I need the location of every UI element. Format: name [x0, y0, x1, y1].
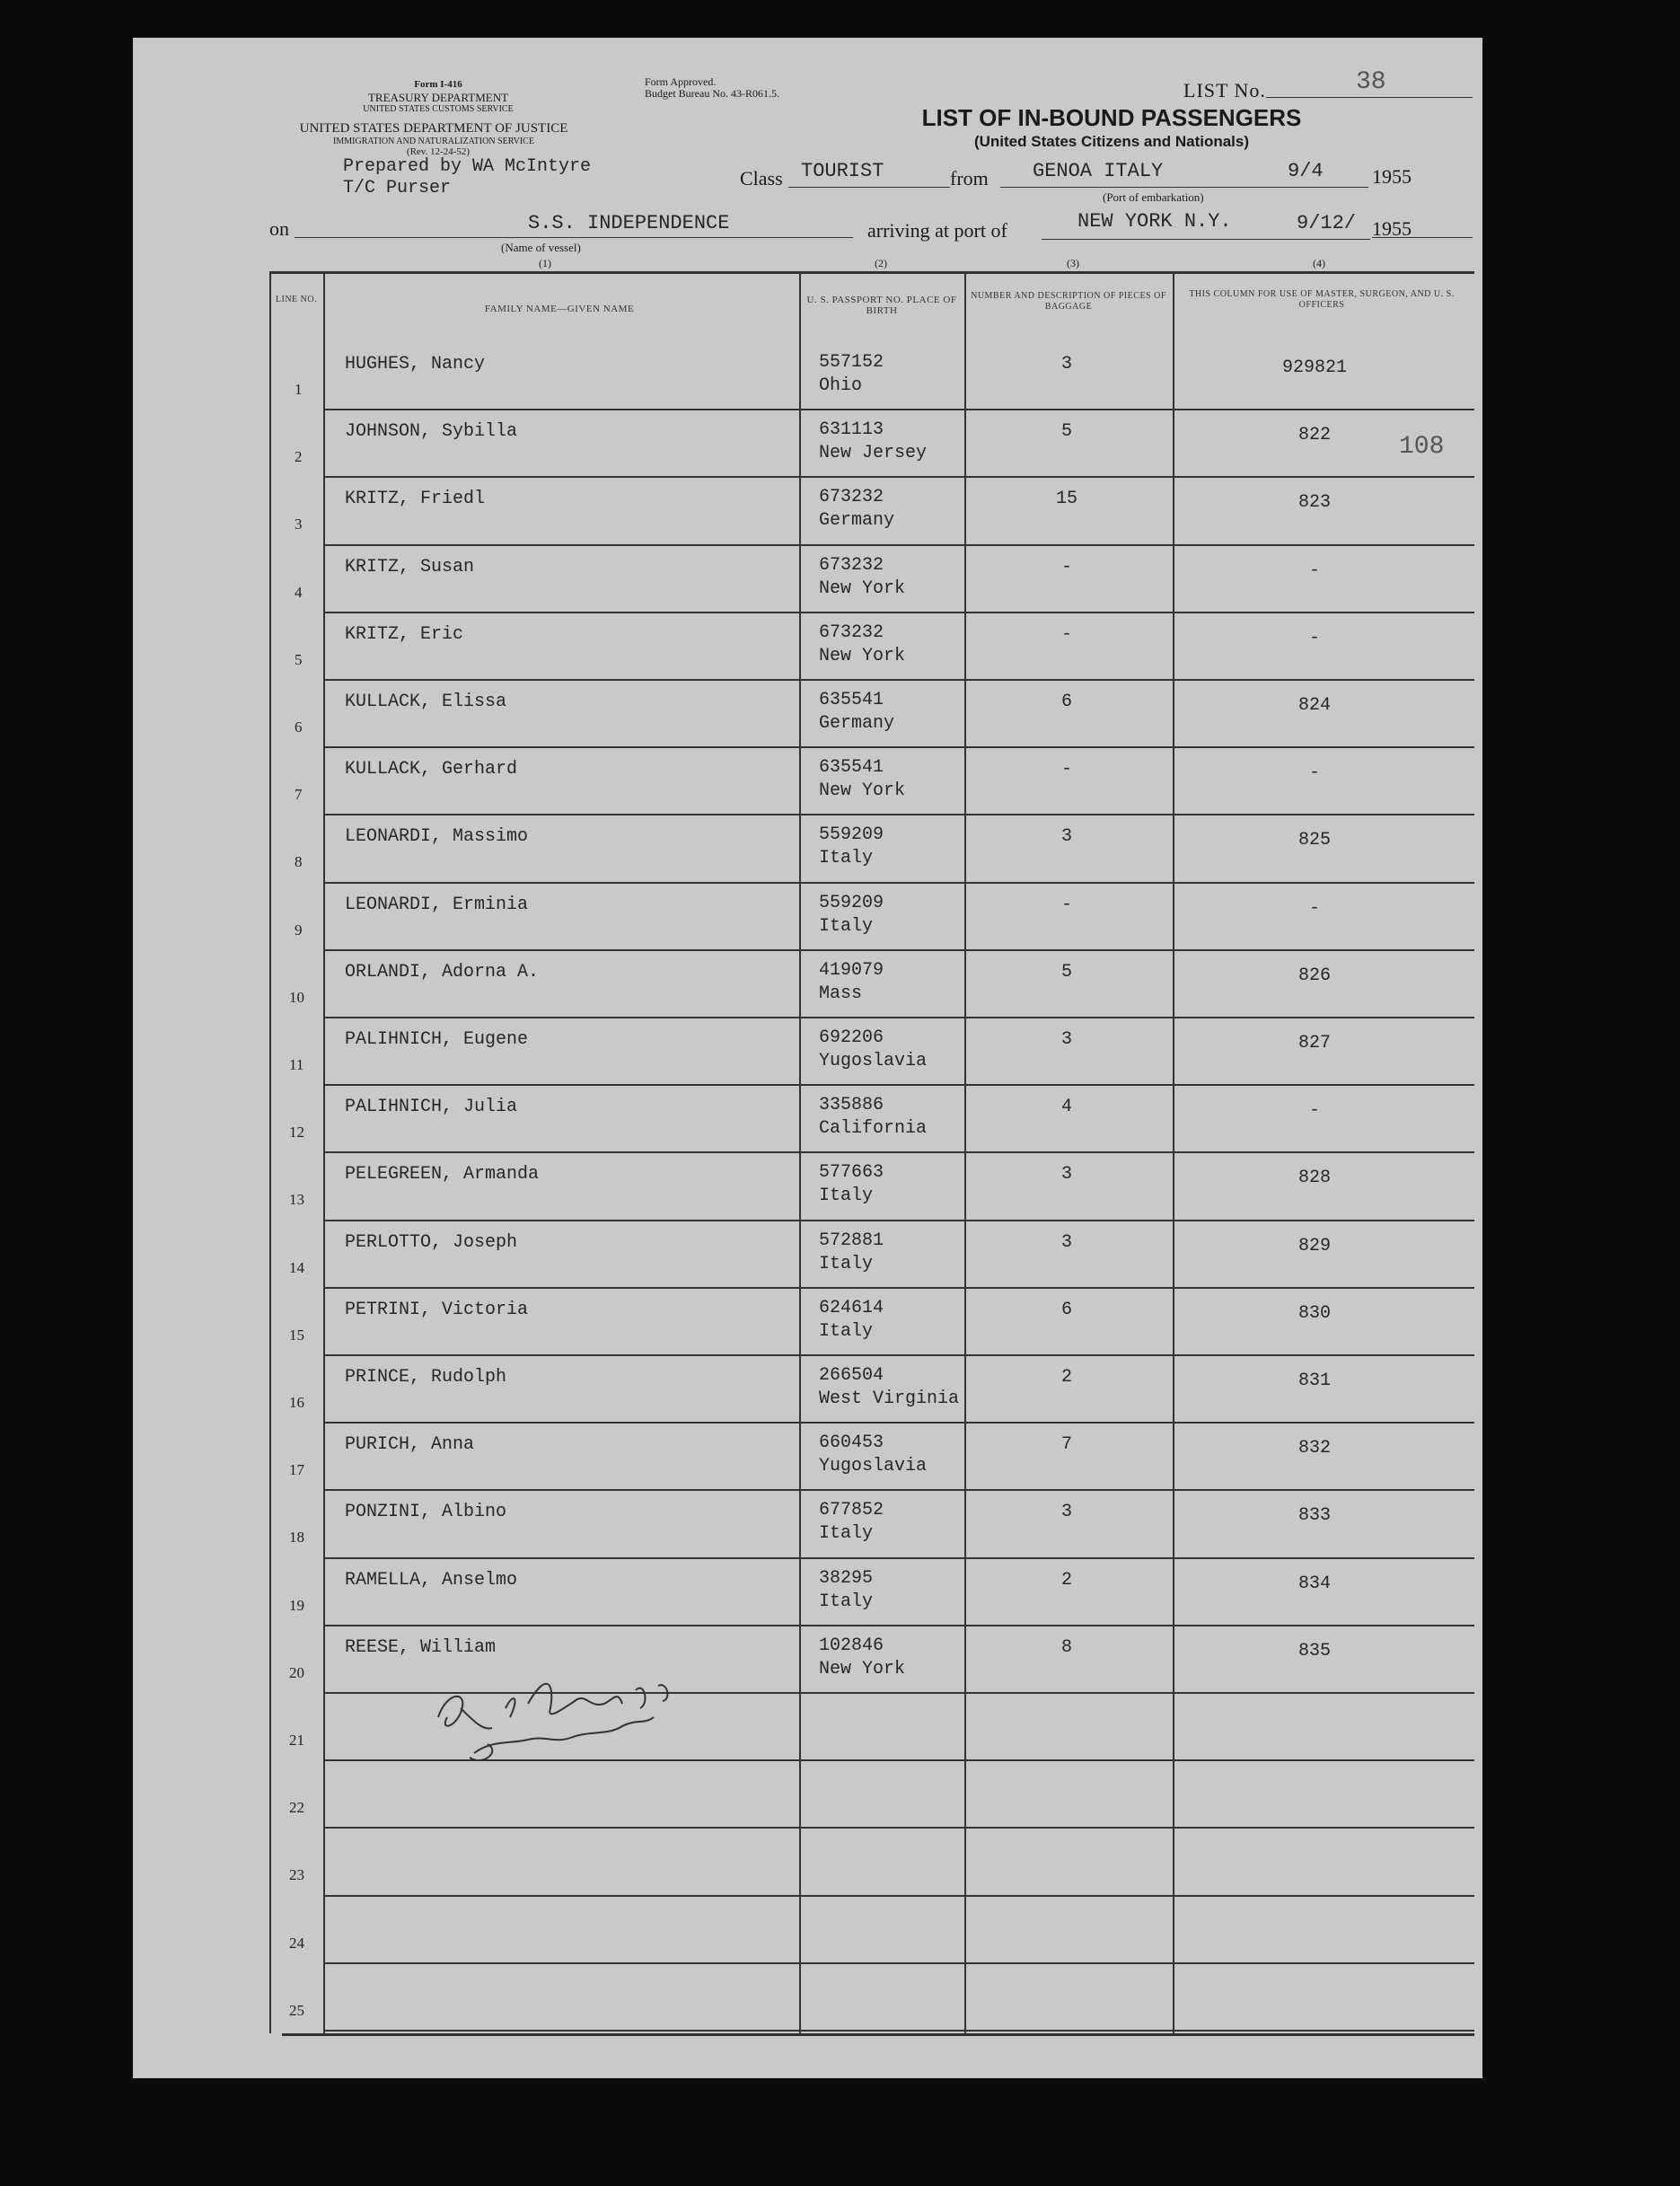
row-rule	[323, 746, 1474, 748]
officer-number: -	[1308, 762, 1320, 784]
passenger-name: PELEGREEN, Armanda	[345, 1164, 540, 1186]
passenger-name: KRITZ, Susan	[345, 556, 475, 577]
officer-number: 822	[1297, 425, 1331, 446]
row-rule	[323, 949, 1474, 951]
officer-number: 827	[1297, 1033, 1331, 1053]
baggage-count: 6	[1060, 692, 1072, 712]
passenger-name: HUGHES, Nancy	[345, 354, 486, 375]
place-of-birth: Italy	[819, 1320, 874, 1342]
place-of-birth: New York	[819, 780, 906, 802]
row-rule	[323, 1625, 1474, 1626]
line-number: 6	[295, 718, 303, 736]
officer-number: 834	[1297, 1573, 1331, 1594]
officer-number: 829	[1297, 1235, 1331, 1256]
passenger-name: PONZINI, Albino	[345, 1502, 507, 1523]
line-number: 5	[295, 650, 303, 668]
passenger-name: LEONARDI, Massimo	[345, 826, 529, 848]
line-number: 10	[289, 988, 304, 1006]
passport-number: 673232	[819, 621, 884, 643]
row-rule	[323, 1084, 1474, 1086]
justice-dept: UNITED STATES DEPARTMENT OF JUSTICE	[299, 121, 568, 136]
col-4-marker: (4)	[1313, 257, 1325, 269]
line-number: 18	[289, 1529, 304, 1547]
officer-number: 828	[1297, 1168, 1331, 1189]
col-3-marker: (3)	[1067, 257, 1079, 269]
header-baggage: NUMBER AND DESCRIPTION OF PIECES OF BAGGAGE	[971, 291, 1166, 312]
passenger-name: KULLACK, Elissa	[345, 692, 507, 712]
place-of-birth: Italy	[819, 1591, 874, 1612]
line-number: 2	[295, 448, 303, 466]
passport-number: 673232	[819, 487, 884, 508]
prepared-title: T/C Purser	[343, 178, 452, 198]
officer-number: 833	[1297, 1505, 1331, 1527]
place-of-birth: Germany	[819, 713, 895, 734]
officer-number: -	[1308, 897, 1320, 919]
baggage-count: -	[1060, 623, 1072, 645]
row-rule	[323, 1287, 1474, 1289]
passport-number: 419079	[819, 959, 884, 981]
baggage-count: -	[1060, 759, 1072, 780]
passenger-name: RAMELLA, Anselmo	[345, 1569, 518, 1591]
place-of-birth: Italy	[819, 915, 874, 937]
treasury-dept: TREASURY DEPARTMENT	[367, 91, 509, 104]
margin-note: 108	[1399, 433, 1445, 461]
baggage-count: 3	[1060, 1502, 1072, 1523]
row-rule	[323, 476, 1474, 478]
budget-bureau: Budget Bureau No. 43-R061.5.	[645, 87, 779, 100]
header-line-no: LINE NO.	[275, 295, 318, 304]
baggage-count: 2	[1060, 1367, 1072, 1388]
class-value: TOURIST	[801, 160, 884, 182]
officer-number: -	[1308, 1100, 1320, 1122]
vessel-label: (Name of vessel)	[501, 241, 581, 254]
officer-number: -	[1308, 627, 1320, 648]
place-of-birth: Italy	[819, 1523, 874, 1545]
table-bottom-rule	[282, 2033, 1474, 2036]
passenger-name: KULLACK, Gerhard	[345, 759, 518, 780]
from-value: GENOA ITALY	[1033, 160, 1164, 182]
passenger-name: KRITZ, Friedl	[345, 489, 486, 510]
passenger-name: PALIHNICH, Julia	[345, 1097, 518, 1118]
line-number: 22	[289, 1799, 304, 1817]
baggage-count: 4	[1060, 1097, 1072, 1118]
baggage-count: 3	[1060, 1231, 1072, 1253]
line-number: 7	[295, 786, 303, 804]
col-1-marker: (1)	[539, 257, 551, 269]
arrival-port: NEW YORK N.Y.	[1077, 210, 1232, 233]
place-of-birth: Italy	[819, 848, 874, 869]
page-title: LIST OF IN-BOUND PASSENGERS	[921, 104, 1302, 131]
year-line	[1372, 237, 1473, 238]
row-rule	[323, 1962, 1474, 1964]
line-number: 4	[295, 583, 303, 601]
form-page	[133, 38, 1482, 2078]
officer-number: 823	[1297, 492, 1331, 514]
row-rule	[323, 544, 1474, 546]
passport-number: 673232	[819, 554, 884, 576]
passport-number: 335886	[819, 1095, 884, 1116]
place-of-birth: Mass	[819, 983, 863, 1004]
prepared-by: Prepared by WA McIntyre	[343, 156, 592, 177]
line-number: 13	[289, 1191, 304, 1209]
line-number: 11	[289, 1056, 304, 1073]
officer-number: -	[1308, 560, 1320, 581]
passenger-name: REESE, William	[345, 1636, 497, 1658]
baggage-count: 3	[1060, 1029, 1072, 1050]
customs-service: UNITED STATES CUSTOMS SERVICE	[363, 104, 514, 114]
line-number: 8	[295, 853, 303, 871]
baggage-count: -	[1060, 894, 1072, 915]
baggage-count: 5	[1060, 961, 1072, 983]
passenger-name: PRINCE, Rudolph	[345, 1367, 507, 1388]
officer-number: 830	[1297, 1302, 1331, 1324]
baggage-count: 6	[1060, 1299, 1072, 1320]
place-of-birth: Ohio	[819, 375, 863, 396]
line-number: 9	[295, 921, 303, 939]
baggage-count: 3	[1060, 826, 1072, 848]
passenger-name: KRITZ, Eric	[345, 623, 464, 645]
place-of-birth: Yugoslavia	[819, 1051, 928, 1071]
officer-number: 835	[1297, 1640, 1331, 1662]
officer-number: 832	[1297, 1438, 1331, 1459]
passenger-name: PETRINI, Victoria	[345, 1299, 529, 1320]
officer-number: 831	[1297, 1371, 1331, 1391]
line-number: 14	[289, 1258, 304, 1276]
row-rule	[323, 1017, 1474, 1018]
row-rule	[323, 1489, 1474, 1491]
port-embark-label: (Port of embarkation)	[1103, 190, 1204, 204]
passport-number: 660453	[819, 1432, 884, 1454]
on-label: on	[269, 217, 289, 240]
class-line	[788, 187, 950, 188]
passport-number: 102846	[819, 1635, 884, 1656]
ins-service: IMMIGRATION AND NATURALIZATION SERVICE	[333, 137, 534, 146]
col-2-marker: (2)	[875, 257, 887, 269]
passenger-name: PERLOTTO, Joseph	[345, 1231, 518, 1253]
from-line	[1000, 187, 1368, 188]
row-rule	[323, 1422, 1474, 1424]
line-number: 1	[295, 381, 303, 398]
passport-number: 559209	[819, 892, 884, 913]
line-number: 17	[289, 1461, 304, 1479]
row-rule	[323, 814, 1474, 815]
depart-date: 9/4	[1288, 160, 1324, 182]
baggage-count: 3	[1060, 354, 1072, 375]
place-of-birth: New Jersey	[819, 443, 928, 464]
row-rule	[323, 2030, 1474, 2032]
row-rule	[323, 1220, 1474, 1221]
class-label: Class	[740, 167, 783, 190]
vessel-line	[295, 237, 853, 238]
passenger-name: ORLANDI, Adorna A.	[345, 961, 540, 983]
passport-number: 692206	[819, 1027, 884, 1048]
place-of-birth: West Virginia	[819, 1388, 960, 1409]
place-of-birth: Italy	[819, 1186, 874, 1207]
passport-number: 577663	[819, 1162, 884, 1184]
line-number: 19	[289, 1596, 304, 1614]
officer-number: 826	[1297, 965, 1331, 986]
year-2: 1955	[1372, 217, 1412, 240]
col-rule-line-no	[269, 271, 271, 2033]
place-of-birth: Yugoslavia	[819, 1456, 928, 1477]
header-officers: THIS COLUMN FOR USE OF MASTER, SURGEON, AND U. S. OFFICERS	[1189, 289, 1455, 310]
header-passport: U. S. PASSPORT NO. PLACE OF BIRTH	[806, 295, 957, 316]
passport-number: 631113	[819, 419, 884, 441]
passport-number: 38295	[819, 1567, 874, 1589]
line-number: 20	[289, 1663, 304, 1681]
list-no: 38	[1356, 68, 1386, 96]
row-rule	[323, 1354, 1474, 1356]
arriving-label: arriving at port of	[867, 219, 1007, 242]
line-number: 23	[289, 1866, 304, 1884]
table-top-rule	[269, 271, 1474, 274]
passenger-name: LEONARDI, Erminia	[345, 894, 529, 915]
passport-number: 635541	[819, 690, 884, 710]
form-approved: Form Approved.	[645, 75, 717, 88]
form-number: Form I-416	[414, 79, 462, 90]
officer-number: 825	[1297, 830, 1331, 851]
passport-number: 572881	[819, 1230, 884, 1251]
list-no-line	[1266, 97, 1473, 98]
row-rule	[323, 1151, 1474, 1153]
header-name: FAMILY NAME—GIVEN NAME	[484, 304, 635, 314]
baggage-count: 7	[1060, 1434, 1072, 1456]
passport-number: 559209	[819, 824, 884, 846]
place-of-birth: New York	[819, 645, 906, 666]
line-number: 21	[289, 1732, 304, 1749]
officer-signature	[420, 1654, 797, 1834]
line-number: 12	[289, 1124, 304, 1141]
baggage-count: 5	[1060, 421, 1072, 443]
row-rule	[323, 409, 1474, 410]
row-rule	[323, 882, 1474, 884]
row-rule	[323, 1895, 1474, 1897]
place-of-birth: California	[819, 1118, 928, 1140]
passenger-name: JOHNSON, Sybilla	[345, 421, 518, 443]
officer-number: 824	[1297, 695, 1331, 716]
row-rule	[323, 612, 1474, 613]
page-subtitle: (United States Citizens and Nationals)	[973, 133, 1250, 150]
passenger-name: PALIHNICH, Eugene	[345, 1029, 529, 1050]
from-label: from	[950, 167, 989, 190]
passenger-name: PURICH, Anna	[345, 1434, 475, 1456]
list-no-label: LIST No.	[1183, 79, 1266, 101]
arrival-line	[1042, 239, 1370, 240]
officer-number: 929821	[1281, 357, 1347, 378]
place-of-birth: New York	[819, 577, 906, 599]
row-rule	[323, 679, 1474, 681]
baggage-count: 15	[1055, 489, 1077, 510]
baggage-count: -	[1060, 556, 1072, 577]
baggage-count: 3	[1060, 1164, 1072, 1186]
passport-number: 266504	[819, 1365, 884, 1386]
place-of-birth: Italy	[819, 1253, 874, 1274]
line-number: 15	[289, 1326, 304, 1344]
year-1: 1955	[1372, 165, 1412, 188]
passport-number: 557152	[819, 352, 884, 373]
passport-number: 624614	[819, 1297, 884, 1318]
place-of-birth: New York	[819, 1658, 906, 1679]
row-rule	[323, 1557, 1474, 1559]
passport-number: 635541	[819, 757, 884, 779]
line-number: 25	[289, 2001, 304, 2019]
line-number: 3	[295, 516, 303, 533]
place-of-birth: Germany	[819, 510, 895, 532]
baggage-count: 2	[1060, 1569, 1072, 1591]
line-number: 16	[289, 1394, 304, 1411]
line-number: 24	[289, 1934, 304, 1952]
baggage-count: 8	[1060, 1636, 1072, 1658]
vessel-name: S.S. INDEPENDENCE	[528, 212, 730, 234]
passport-number: 677852	[819, 1500, 884, 1521]
arrival-date: 9/12/	[1297, 212, 1357, 234]
revision: (Rev. 12-24-52)	[406, 146, 471, 157]
